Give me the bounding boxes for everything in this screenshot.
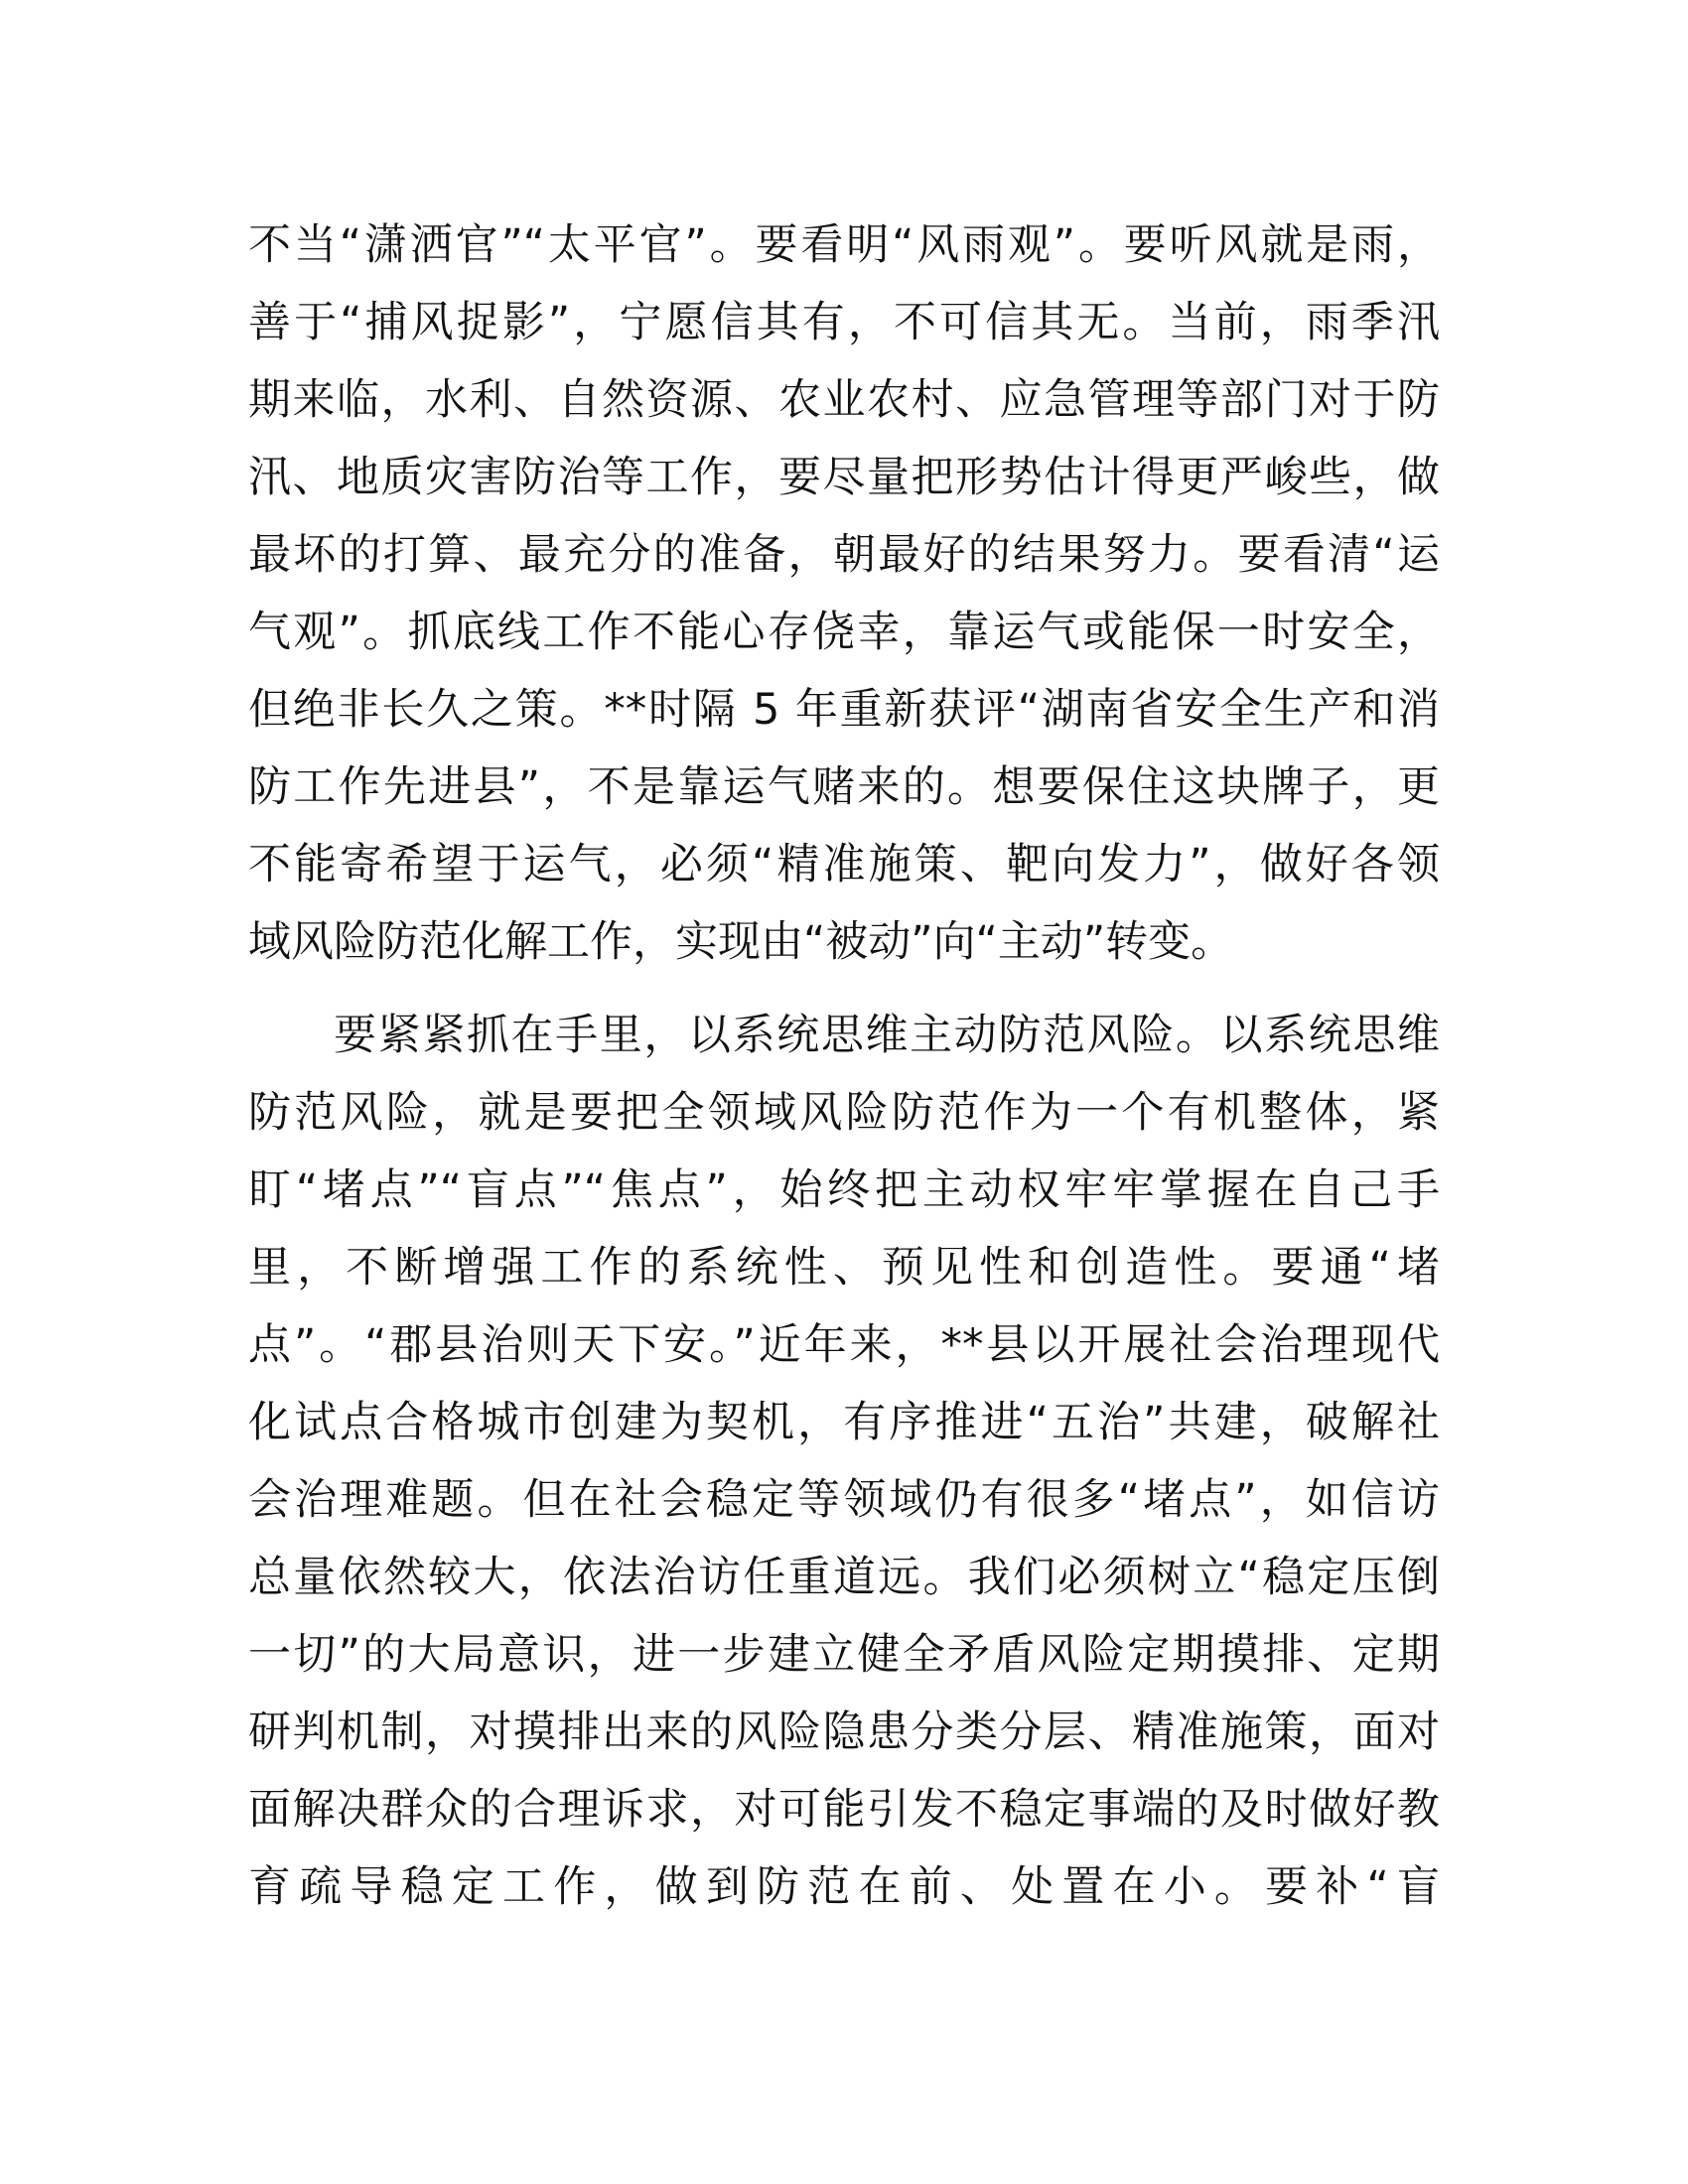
- text-line: 面解决群众的合理诉求，对可能引发不稳定事端的及时做好教: [248, 1785, 1440, 1835]
- paragraph-2: [248, 997, 1440, 1926]
- text-line: 育疏导稳定工作，做到防范在前、处置在小。要补“盲: [248, 1862, 1440, 1912]
- text-line: 一切”的大局意识，进一步建立健全矛盾风险定期摸排、定期: [248, 1630, 1440, 1680]
- paragraph-spacer: [248, 981, 1440, 997]
- paragraph-1: [248, 206, 1440, 981]
- text-line: 要紧紧抓在手里，以系统思维主动防范风险。以系统思维: [334, 1011, 1440, 1060]
- text-line: 里，不断增强工作的系统性、预见性和创造性。要通“堵: [248, 1243, 1440, 1293]
- text-line: 最坏的打算、最充分的准备，朝最好的结果努力。要看清“运: [248, 530, 1440, 580]
- body-text: [248, 206, 1440, 1926]
- text-line: 研判机制，对摸排出来的风险隐患分类分层、精准施策，面对: [248, 1707, 1440, 1757]
- text-line: 总量依然较大，依法治访任重道远。我们必须树立“稳定压倒: [248, 1553, 1440, 1602]
- text-line: 汛、地质灾害防治等工作，要尽量把形势估计得更严峻些，做: [248, 453, 1440, 502]
- text-line: 化试点合格城市创建为契机，有序推进“五治”共建，破解社: [248, 1398, 1440, 1447]
- text-line: 但绝非长久之策。**时隔 5 年重新获评“湖南省安全生产和消: [248, 685, 1440, 735]
- text-line: 气观”。抓底线工作不能心存侥幸，靠运气或能保一时安全，: [248, 608, 1440, 657]
- text-line: 盯“堵点”“盲点”“焦点”，始终把主动权牢牢掌握在自己手: [248, 1165, 1440, 1215]
- text-line: 期来临，水利、自然资源、农业农村、应急管理等部门对于防: [248, 375, 1440, 425]
- text-line: 域风险防范化解工作，实现由“被动”向“主动”转变。: [248, 917, 1234, 967]
- text-line: 防范风险，就是要把全领域风险防范作为一个有机整体，紧: [248, 1088, 1440, 1138]
- text-line: 防工作先进县”，不是靠运气赌来的。想要保住这块牌子，更: [248, 762, 1440, 812]
- text-line: 善于“捕风捉影”，宁愿信其有，不可信其无。当前，雨季汛: [248, 298, 1440, 347]
- text-line: 不当“潇洒官”“太平官”。要看明“风雨观”。要听风就是雨，: [248, 220, 1440, 270]
- text-line: 不能寄希望于运气，必须“精准施策、靶向发力”，做好各领: [248, 840, 1440, 889]
- text-line: 点”。“郡县治则天下安。”近年来，**县以开展社会治理现代: [248, 1320, 1440, 1370]
- text-line: 会治理难题。但在社会稳定等领域仍有很多“堵点”，如信访: [248, 1475, 1440, 1525]
